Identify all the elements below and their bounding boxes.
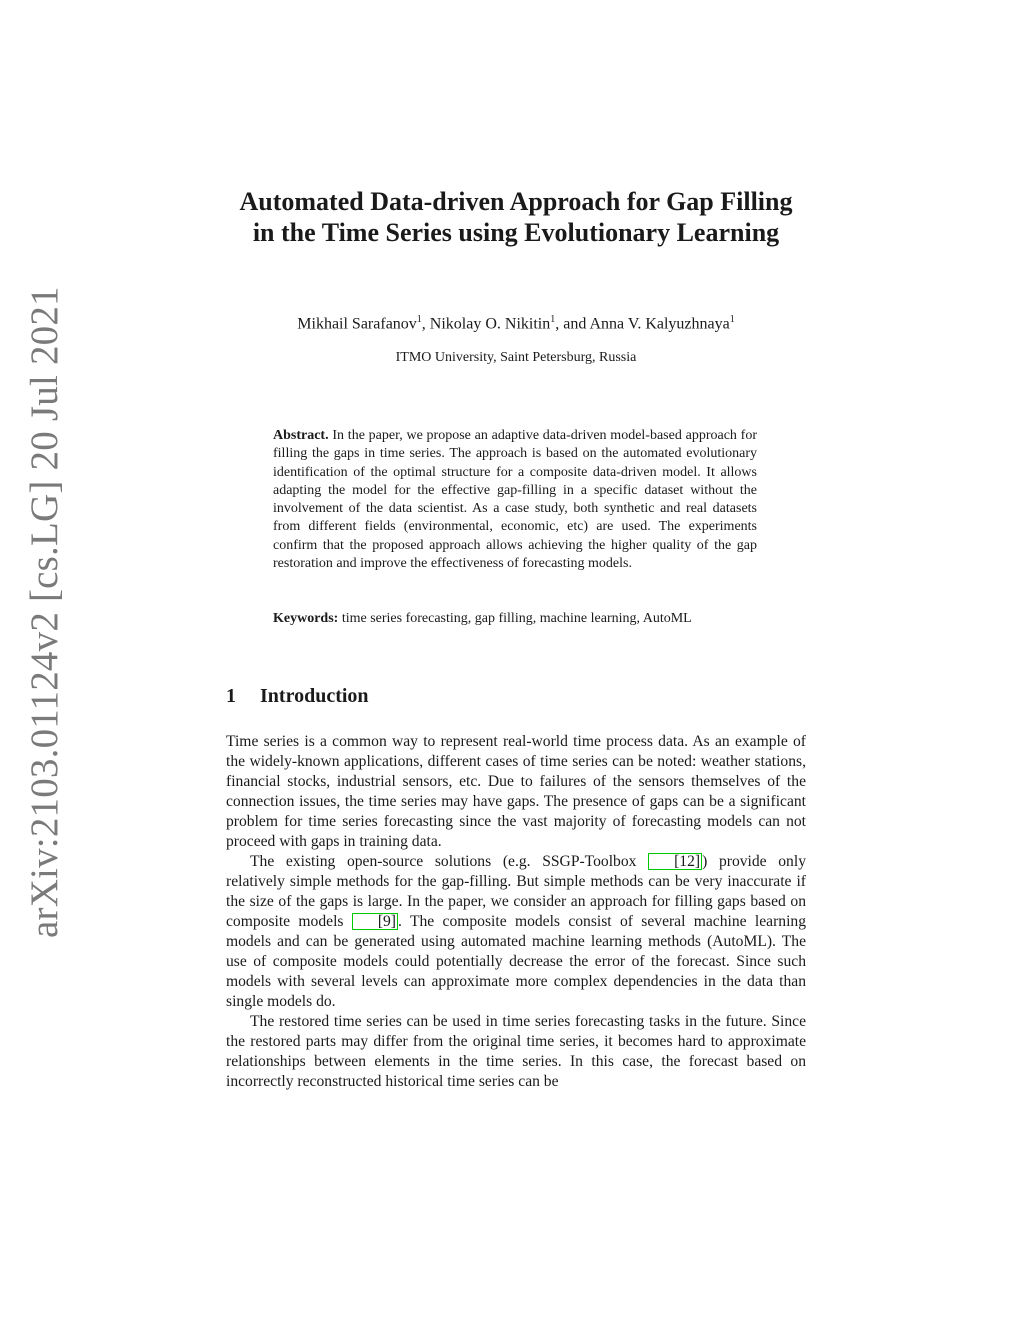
- author-list: [226, 314, 806, 333]
- affiliation-marker: 1: [550, 314, 556, 325]
- section-title: Introduction: [260, 685, 369, 707]
- section-heading: [226, 685, 806, 708]
- author-name: , Nikolay O. Nikitin: [421, 315, 551, 333]
- author-name: , and Anna V. Kalyuzhnaya: [555, 315, 730, 333]
- arxiv-identifier-stamp: arXiv:2103.01124v2 [cs.LG] 20 Jul 2021: [23, 286, 66, 938]
- keywords-text: time series forecasting, gap filling, machine learning, AutoML: [341, 611, 692, 626]
- paragraph-text: ) provide only relatively simple methods for the gap-filling. But simple methods can be very inaccurate if the size of the gaps is large. In the paper, we consider an approach for filling gaps based on composite models: [226, 853, 806, 930]
- citation-link[interactable]: [12]: [648, 853, 702, 870]
- introduction-body: [226, 732, 806, 1092]
- paragraph-text: . The composite models consist of several machine learning models and can be generated using automated machine learning methods (AutoML). The use of composite models could potentially decrease the error of the forecast. Since such models with several levels can approximate more complex dependencies in the data than single models do.: [226, 913, 806, 1010]
- affiliation-marker: 1: [729, 314, 735, 325]
- paragraph: [226, 852, 806, 1012]
- section-number: 1: [226, 685, 236, 707]
- paragraph-text: The existing open-source solutions (e.g. SSGP-Toolbox: [250, 853, 649, 870]
- keywords-label: Keywords:: [273, 611, 339, 626]
- keywords: [273, 610, 757, 628]
- abstract: [273, 427, 757, 573]
- paper-title: Automated Data-driven Approach for Gap Filling in the Time Series using Evolutionary Learning: [239, 187, 793, 247]
- citation-link[interactable]: [9]: [352, 913, 398, 930]
- abstract-label: Abstract.: [273, 428, 329, 443]
- affiliation-marker: 1: [416, 314, 422, 325]
- affiliation: ITMO University, Saint Petersburg, Russia: [395, 350, 637, 365]
- paragraph: The restored time series can be used in time series forecasting tasks in the future. Since the restored parts may differ from the original time series, it becomes hard to approximate relationships between elements in the time series. In this case, the forecast based on incorrectly reconstructed historical time series can be: [226, 1013, 806, 1090]
- author-name: Mikhail Sarafanov: [297, 315, 417, 333]
- abstract-text: In the paper, we propose an adaptive data-driven model-based approach for filling the gaps in time series. The approach is based on the automated evolutionary identification of the optimal structure for a composite data-driven model. It allows adapting the model for the effective gap-filling in a specific dataset without the involvement of the data scientist. As a case study, both synthetic and real datasets from different fields (environmental, economic, etc) are used. The experiments confirm that the proposed approach allows achieving the higher quality of the gap restoration and improve the effectiveness of forecasting models.: [273, 428, 757, 572]
- paragraph: Time series is a common way to represent real-world time process data. As an example of the widely-known applications, different cases of time series can be noted: weather stations, financial stocks, industrial sensors, etc. Due to failures of the sensors themselves of the connection issues, the time series may have gaps. The presence of gaps can be a significant problem for time series forecasting since the vast majority of forecasting models can not proceed with gaps in training data.: [226, 733, 806, 850]
